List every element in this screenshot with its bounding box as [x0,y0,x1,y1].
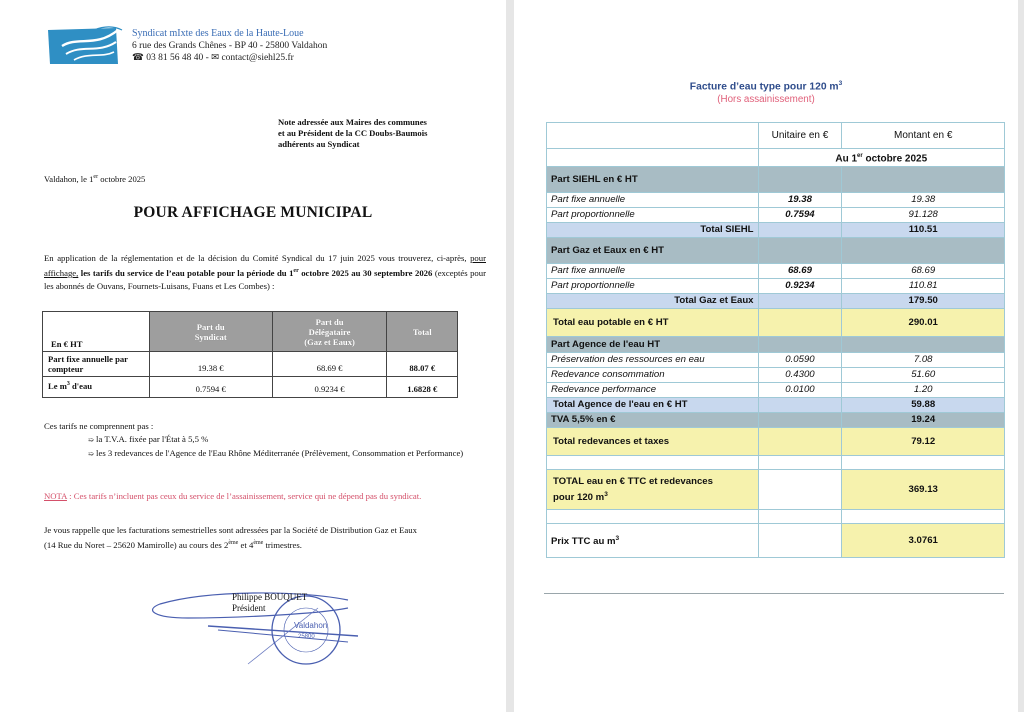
table-row [43,377,458,398]
total-eau-potable: Total eau potable en € HT 290.01 [547,309,1005,337]
table-header-row [43,312,458,352]
svg-text:Valdahon: Valdahon [294,621,328,630]
section-gaz-eaux: Part Gaz et Eaux en € HT [547,238,1005,264]
row-label: Le $m^3$ d'eau [43,377,150,398]
cell-total: 1.6828 € [387,377,458,398]
arrow-bullet-icon: ➯ [88,450,94,458]
table-row: Redevance consommation 0.4300 51.60 [547,368,1005,383]
recipient-block [278,117,498,150]
row-label: Part fixe annuelle par compteur [43,352,150,377]
place-date: Valdahon, le 1er octobre 2025 [44,174,146,184]
table-row: Part proportionnelle 0.7594 91.128 [547,208,1005,223]
section-siehl: Part SIEHL en € HT [547,167,1005,193]
total-ttc: TOTAL eau en € TTC et redevances pour 120 $m^3$ 369.13 [547,470,1005,510]
arrow-bullet-icon: ➯ [88,436,94,444]
exclusions-heading: Ces tarifs ne comprennent pas : [44,421,154,431]
signatory [232,592,307,614]
table-row: Préservation des ressources en eau 0.0590 7.08 [547,353,1005,368]
divider [544,593,1004,594]
cell-delegataire: 0.9234 € [272,377,387,398]
section-agence: Part Agence de l'eau HT [547,337,1005,353]
col-header-syndicat: Part du Syndicat [149,312,272,352]
org-name: Syndicat mIxte des Eaux de la Haute-Loue [132,28,304,39]
table-row: Redevance performance 0.0100 1.20 [547,383,1005,398]
table-row [43,352,458,377]
col-header-amount: Montant en € [842,123,1005,149]
org-address: 6 rue des Grands Chênes - BP 40 - 25800 Valdahon [132,41,328,51]
billing-reminder: Je vous rappelle que les facturations semestrielles sont adressées par la Société de Distribution Gaz et Eaux (14 Rue du Noret – 25620 Mamirolle) au cours des 2ème et 4ème trimestres. [44,525,417,550]
nota-paragraph: NOTA : Ces tarifs n’incluent pas ceux du service de l’assainissement, service qui ne dépend pas du syndicat. [44,491,422,501]
invoice-page [514,0,1018,712]
organization-header [132,28,327,64]
table-row: Part proportionnelle 0.9234 110.81 [547,279,1005,294]
tarifs-table [42,311,458,398]
table-row: Part fixe annuelle 19.38 19.38 [547,193,1005,208]
recipient-line: et au Président de la CC Doubs-Baumois [278,128,428,138]
exclusions-list [44,420,488,461]
invoice-table [546,122,1005,558]
cell-delegataire: 68.69 € [272,352,387,377]
cell-syndicat: 0.7594 € [149,377,272,398]
cell-syndicat: 19.38 € [149,352,272,377]
col-header-delegataire: Part du Délégataire (Gaz et Eaux) [272,312,387,352]
subtotal-gaz-eaux: Total Gaz et Eaux 179.50 [547,294,1005,309]
recipient-line: adhérents au Syndicat [278,139,360,149]
date-row [547,149,1005,167]
water-waves-logo-icon [44,26,124,66]
table-corner-label: En € HT [43,312,150,352]
list-item: ➯ la T.V.A. fixée par l'État à 5,5 % [88,434,209,444]
invoice-subtitle: (Hors assainissement) [717,94,815,105]
intro-paragraph: En application de la réglementation et de la décision du Comité Syndical du 17 juin 2025 vous trouverez, ci-après, pour affichage, les tarifs du service de l’eau potable pour la période du 1er octobre 2025 au 30 septembre 2026 (exceptés pour les abonnés de Ouvans, Fournets-Luisans, Fuans et Les Combes) : [44,253,486,291]
svg-text:25800: 25800 [298,634,315,640]
invoice-title: Facture d’eau type pour 120 $m^3$ [689,80,843,93]
col-header-total: Total [387,312,458,352]
table-row: Part fixe annuelle 68.69 68.69 [547,264,1005,279]
table-header-row [547,123,1005,149]
signatory-role: Président [232,603,266,613]
col-header-unit: Unitaire en € [758,123,842,149]
cell-total: 88.07 € [387,352,458,377]
recipient-line: Note adressée aux Maires des communes [278,117,427,127]
subtotal-siehl: Total SIEHL 110.51 [547,223,1005,238]
org-contact: ☎ 03 81 56 48 40 - ✉ contact@siehl25.fr [132,53,294,63]
prix-ttc-m3: Prix TTC au $m^3$ 3.0761 [547,524,1005,558]
page-title: POUR AFFICHAGE MUNICIPAL [133,204,373,221]
list-item: ➯ les 3 redevances de l'Agence de l'Eau Rhône Méditerranée (Prélèvement, Consommation et Performance) [88,448,464,458]
tva-row: TVA 5,5% en € 19.24 [547,413,1005,428]
subtotal-agence: Total Agence de l'eau en € HT 59.88 [547,398,1005,413]
signatory-name: Philippe BOUQUET [232,592,308,602]
total-redevances: Total redevances et taxes 79.12 [547,428,1005,456]
effective-date: Au 1er octobre 2025 [758,149,1004,167]
letter-page [0,0,506,712]
